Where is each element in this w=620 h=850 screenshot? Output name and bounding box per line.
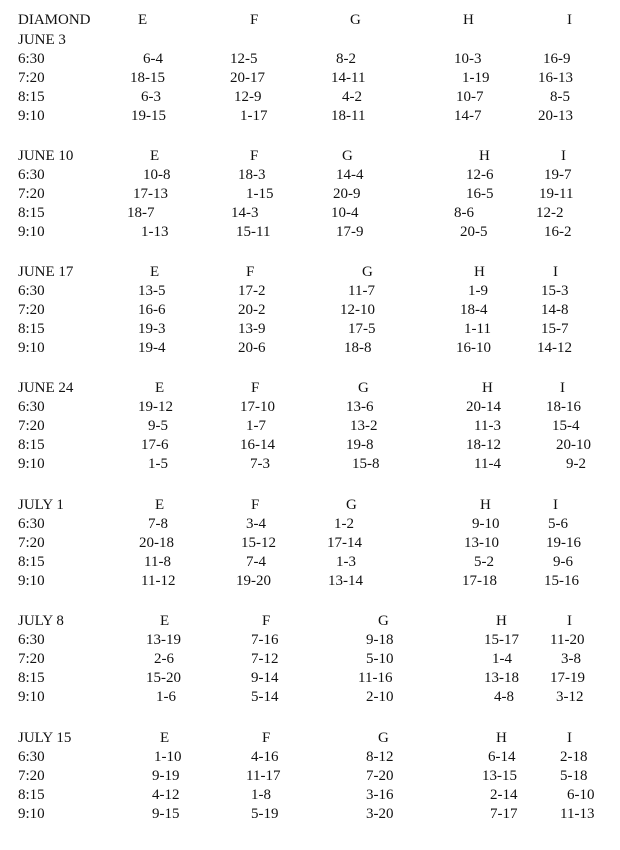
column-header-f: F [262, 730, 271, 746]
game-cell: 11-20 [550, 632, 585, 648]
column-header-g: G [378, 613, 389, 629]
game-cell: 11-8 [144, 554, 171, 570]
game-cell: 1-13 [141, 224, 169, 240]
time-label: 6:30 [18, 399, 45, 415]
game-cell: 2-14 [490, 787, 518, 803]
time-label: 8:15 [18, 321, 45, 337]
time-label: 7:20 [18, 651, 45, 667]
column-header-i: I [553, 264, 558, 280]
game-cell: 1-4 [492, 651, 512, 667]
column-header-i: I [553, 497, 558, 513]
game-cell: 14-12 [537, 340, 572, 356]
game-cell: 5-10 [366, 651, 394, 667]
game-cell: 3-16 [366, 787, 394, 803]
game-cell: 1-3 [336, 554, 356, 570]
game-cell: 7-17 [490, 806, 518, 822]
game-cell: 18-12 [466, 437, 501, 453]
game-cell: 16-9 [543, 51, 571, 67]
game-cell: 6-3 [141, 89, 161, 105]
week-date: JUNE 24 [18, 380, 74, 396]
game-cell: 15-3 [541, 283, 569, 299]
week-date: JULY 1 [18, 497, 64, 513]
column-header-f: F [251, 497, 260, 513]
column-header-e: E [150, 264, 160, 280]
game-cell: 4-16 [251, 749, 279, 765]
game-cell: 1-6 [156, 689, 176, 705]
game-cell: 1-11 [464, 321, 491, 337]
game-cell: 4-8 [494, 689, 514, 705]
game-cell: 15-20 [146, 670, 181, 686]
game-cell: 2-18 [560, 749, 588, 765]
game-cell: 15-17 [484, 632, 519, 648]
game-cell: 9-15 [152, 806, 180, 822]
column-header-g: G [350, 12, 361, 28]
game-cell: 17-9 [336, 224, 364, 240]
game-cell: 14-3 [231, 205, 259, 221]
game-cell: 12-5 [230, 51, 258, 67]
column-header-i: I [567, 12, 572, 28]
column-header-e: E [155, 497, 165, 513]
game-cell: 12-10 [340, 302, 375, 318]
game-cell: 3-20 [366, 806, 394, 822]
game-cell: 9-2 [566, 456, 586, 472]
game-cell: 6-10 [567, 787, 595, 803]
diamond-label: DIAMOND [18, 12, 91, 28]
game-cell: 1-9 [468, 283, 488, 299]
game-cell: 15-16 [544, 573, 579, 589]
game-cell: 18-7 [127, 205, 155, 221]
column-header-g: G [346, 497, 357, 513]
game-cell: 16-5 [466, 186, 494, 202]
game-cell: 20-2 [238, 302, 266, 318]
game-cell: 17-10 [240, 399, 275, 415]
week-block-june-3 [0, 12, 620, 132]
game-cell: 18-8 [344, 340, 372, 356]
game-cell: 13-15 [482, 768, 517, 784]
game-cell: 14-8 [541, 302, 569, 318]
time-label: 7:20 [18, 302, 45, 318]
game-cell: 1-19 [462, 70, 490, 86]
game-cell: 13-19 [146, 632, 181, 648]
game-cell: 4-2 [342, 89, 362, 105]
game-cell: 5-6 [548, 516, 568, 532]
column-header-f: F [262, 613, 271, 629]
column-header-i: I [561, 148, 566, 164]
game-cell: 6-4 [143, 51, 163, 67]
time-label: 9:10 [18, 108, 45, 124]
game-cell: 9-19 [152, 768, 180, 784]
time-label: 6:30 [18, 632, 45, 648]
time-label: 8:15 [18, 437, 45, 453]
game-cell: 17-14 [327, 535, 362, 551]
game-cell: 7-3 [250, 456, 270, 472]
game-cell: 20-6 [238, 340, 266, 356]
game-cell: 15-7 [541, 321, 569, 337]
game-cell: 20-5 [460, 224, 488, 240]
game-cell: 2-6 [154, 651, 174, 667]
time-label: 7:20 [18, 535, 45, 551]
game-cell: 8-6 [454, 205, 474, 221]
game-cell: 12-6 [466, 167, 494, 183]
game-cell: 18-11 [331, 108, 366, 124]
week-block-july-8 [0, 613, 620, 733]
game-cell: 8-12 [366, 749, 394, 765]
game-cell: 1-5 [148, 456, 168, 472]
week-date: JULY 8 [18, 613, 64, 629]
game-cell: 11-7 [348, 283, 375, 299]
game-cell: 16-10 [456, 340, 491, 356]
game-cell: 7-16 [251, 632, 279, 648]
time-label: 8:15 [18, 787, 45, 803]
game-cell: 5-18 [560, 768, 588, 784]
game-cell: 5-19 [251, 806, 279, 822]
column-header-h: H [463, 12, 474, 28]
time-label: 7:20 [18, 768, 45, 784]
column-header-h: H [474, 264, 485, 280]
week-date: JUNE 3 [18, 32, 66, 48]
game-cell: 8-2 [336, 51, 356, 67]
time-label: 6:30 [18, 167, 45, 183]
game-cell: 13-10 [464, 535, 499, 551]
game-cell: 15-11 [236, 224, 271, 240]
time-label: 9:10 [18, 456, 45, 472]
game-cell: 7-12 [251, 651, 279, 667]
game-cell: 5-2 [474, 554, 494, 570]
game-cell: 7-8 [148, 516, 168, 532]
game-cell: 20-18 [139, 535, 174, 551]
time-label: 6:30 [18, 516, 45, 532]
game-cell: 19-15 [131, 108, 166, 124]
time-label: 9:10 [18, 689, 45, 705]
game-cell: 18-16 [546, 399, 581, 415]
game-cell: 17-5 [348, 321, 376, 337]
column-header-i: I [567, 613, 572, 629]
column-header-i: I [560, 380, 565, 396]
game-cell: 9-14 [251, 670, 279, 686]
game-cell: 2-10 [366, 689, 394, 705]
game-cell: 13-9 [238, 321, 266, 337]
game-cell: 20-14 [466, 399, 501, 415]
game-cell: 3-8 [561, 651, 581, 667]
game-cell: 3-12 [556, 689, 584, 705]
game-cell: 19-4 [138, 340, 166, 356]
game-cell: 1-15 [246, 186, 274, 202]
game-cell: 12-9 [234, 89, 262, 105]
week-date: JUNE 17 [18, 264, 74, 280]
time-label: 8:15 [18, 554, 45, 570]
game-cell: 1-2 [334, 516, 354, 532]
column-header-g: G [362, 264, 373, 280]
game-cell: 10-3 [454, 51, 482, 67]
game-cell: 13-6 [346, 399, 374, 415]
column-header-h: H [496, 730, 507, 746]
column-header-g: G [358, 380, 369, 396]
game-cell: 18-3 [238, 167, 266, 183]
game-cell: 19-7 [544, 167, 572, 183]
column-header-e: E [160, 730, 170, 746]
game-cell: 1-7 [246, 418, 266, 434]
game-cell: 19-16 [546, 535, 581, 551]
time-label: 8:15 [18, 205, 45, 221]
game-cell: 17-13 [133, 186, 168, 202]
game-cell: 10-7 [456, 89, 484, 105]
game-cell: 8-5 [550, 89, 570, 105]
week-date: JULY 15 [18, 730, 72, 746]
time-label: 8:15 [18, 89, 45, 105]
column-header-f: F [250, 12, 259, 28]
game-cell: 9-5 [148, 418, 168, 434]
game-cell: 19-8 [346, 437, 374, 453]
game-cell: 13-2 [350, 418, 378, 434]
time-label: 9:10 [18, 573, 45, 589]
game-cell: 20-17 [230, 70, 265, 86]
time-label: 7:20 [18, 186, 45, 202]
game-cell: 10-4 [331, 205, 359, 221]
time-label: 6:30 [18, 283, 45, 299]
time-label: 9:10 [18, 806, 45, 822]
game-cell: 13-14 [328, 573, 363, 589]
column-header-i: I [567, 730, 572, 746]
column-header-h: H [496, 613, 507, 629]
week-block-june-10 [0, 148, 620, 268]
game-cell: 18-4 [460, 302, 488, 318]
game-cell: 7-20 [366, 768, 394, 784]
week-block-july-1 [0, 497, 620, 617]
game-cell: 6-14 [488, 749, 516, 765]
week-block-july-15 [0, 730, 620, 850]
game-cell: 16-2 [544, 224, 572, 240]
column-header-h: H [479, 148, 490, 164]
column-header-g: G [342, 148, 353, 164]
column-header-h: H [482, 380, 493, 396]
time-label: 7:20 [18, 418, 45, 434]
game-cell: 11-12 [141, 573, 176, 589]
time-label: 6:30 [18, 749, 45, 765]
game-cell: 16-6 [138, 302, 166, 318]
game-cell: 1-8 [251, 787, 271, 803]
game-cell: 13-18 [484, 670, 519, 686]
game-cell: 11-17 [246, 768, 281, 784]
game-cell: 10-8 [143, 167, 171, 183]
game-cell: 4-12 [152, 787, 180, 803]
game-cell: 17-6 [141, 437, 169, 453]
game-cell: 11-4 [474, 456, 501, 472]
game-cell: 20-10 [556, 437, 591, 453]
game-cell: 15-12 [241, 535, 276, 551]
game-cell: 1-10 [154, 749, 182, 765]
game-cell: 15-4 [552, 418, 580, 434]
game-cell: 14-11 [331, 70, 366, 86]
time-label: 9:10 [18, 340, 45, 356]
column-header-e: E [138, 12, 148, 28]
column-header-f: F [251, 380, 260, 396]
column-header-e: E [155, 380, 165, 396]
game-cell: 7-4 [246, 554, 266, 570]
game-cell: 1-17 [240, 108, 268, 124]
week-block-june-24 [0, 380, 620, 500]
column-header-g: G [378, 730, 389, 746]
game-cell: 13-5 [138, 283, 166, 299]
column-header-f: F [250, 148, 259, 164]
game-cell: 11-3 [474, 418, 501, 434]
column-header-f: F [246, 264, 255, 280]
game-cell: 18-15 [130, 70, 165, 86]
game-cell: 11-13 [560, 806, 595, 822]
game-cell: 19-12 [138, 399, 173, 415]
game-cell: 17-18 [462, 573, 497, 589]
game-cell: 19-20 [236, 573, 271, 589]
column-header-e: E [160, 613, 170, 629]
game-cell: 20-13 [538, 108, 573, 124]
game-cell: 14-4 [336, 167, 364, 183]
game-cell: 19-11 [539, 186, 574, 202]
column-header-e: E [150, 148, 160, 164]
game-cell: 17-19 [550, 670, 585, 686]
time-label: 7:20 [18, 70, 45, 86]
week-date: JUNE 10 [18, 148, 74, 164]
game-cell: 16-13 [538, 70, 573, 86]
time-label: 6:30 [18, 51, 45, 67]
game-cell: 19-3 [138, 321, 166, 337]
week-block-june-17 [0, 264, 620, 384]
time-label: 9:10 [18, 224, 45, 240]
game-cell: 17-2 [238, 283, 266, 299]
game-cell: 16-14 [240, 437, 275, 453]
column-header-h: H [480, 497, 491, 513]
game-cell: 20-9 [333, 186, 361, 202]
game-cell: 9-6 [553, 554, 573, 570]
time-label: 8:15 [18, 670, 45, 686]
game-cell: 12-2 [536, 205, 564, 221]
game-cell: 15-8 [352, 456, 380, 472]
game-cell: 9-18 [366, 632, 394, 648]
game-cell: 14-7 [454, 108, 482, 124]
game-cell: 3-4 [246, 516, 266, 532]
game-cell: 11-16 [358, 670, 393, 686]
game-cell: 9-10 [472, 516, 500, 532]
game-cell: 5-14 [251, 689, 279, 705]
